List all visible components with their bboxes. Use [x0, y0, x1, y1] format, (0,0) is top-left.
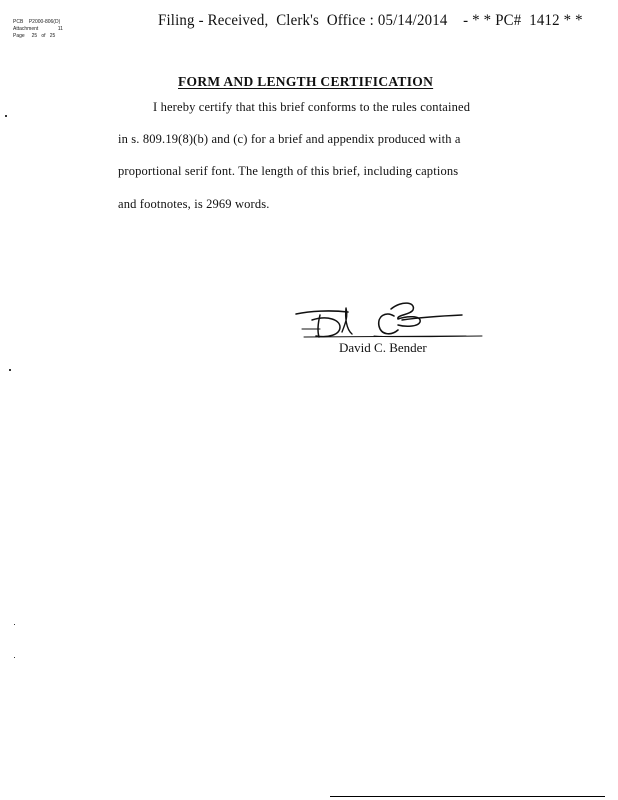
- paragraph-line-1: I hereby certify that this brief conforms to the rules contained: [153, 100, 471, 114]
- stamp-line-3: Page 25 of 25: [13, 33, 56, 39]
- scan-speck: [14, 624, 15, 625]
- paragraph-line-4: and footnotes, is 2969 words.: [118, 197, 270, 211]
- signer-name: David C. Bender: [339, 340, 427, 355]
- scan-speck: [5, 115, 7, 117]
- filing-stamp: [13, 19, 63, 40]
- document-title: FORM AND LENGTH CERTIFICATION: [178, 74, 434, 89]
- stamp-line-2: Attachment 11: [13, 26, 63, 32]
- stamp-line-1: PCB P2000-806(D): [13, 19, 61, 25]
- paragraph-line-2: in s. 809.19(8)(b) and (c) for a brief and appendix produced with a: [118, 132, 461, 146]
- scan-speck: [9, 369, 11, 371]
- bottom-scan-line: [330, 796, 605, 797]
- filing-header: Filing - Received, Clerk's Office : 05/14/2014 - * * PC# 1412 * *: [158, 12, 583, 29]
- scan-speck: [14, 657, 15, 658]
- paragraph-line-3: proportional serif font. The length of this brief, including captions: [118, 164, 459, 178]
